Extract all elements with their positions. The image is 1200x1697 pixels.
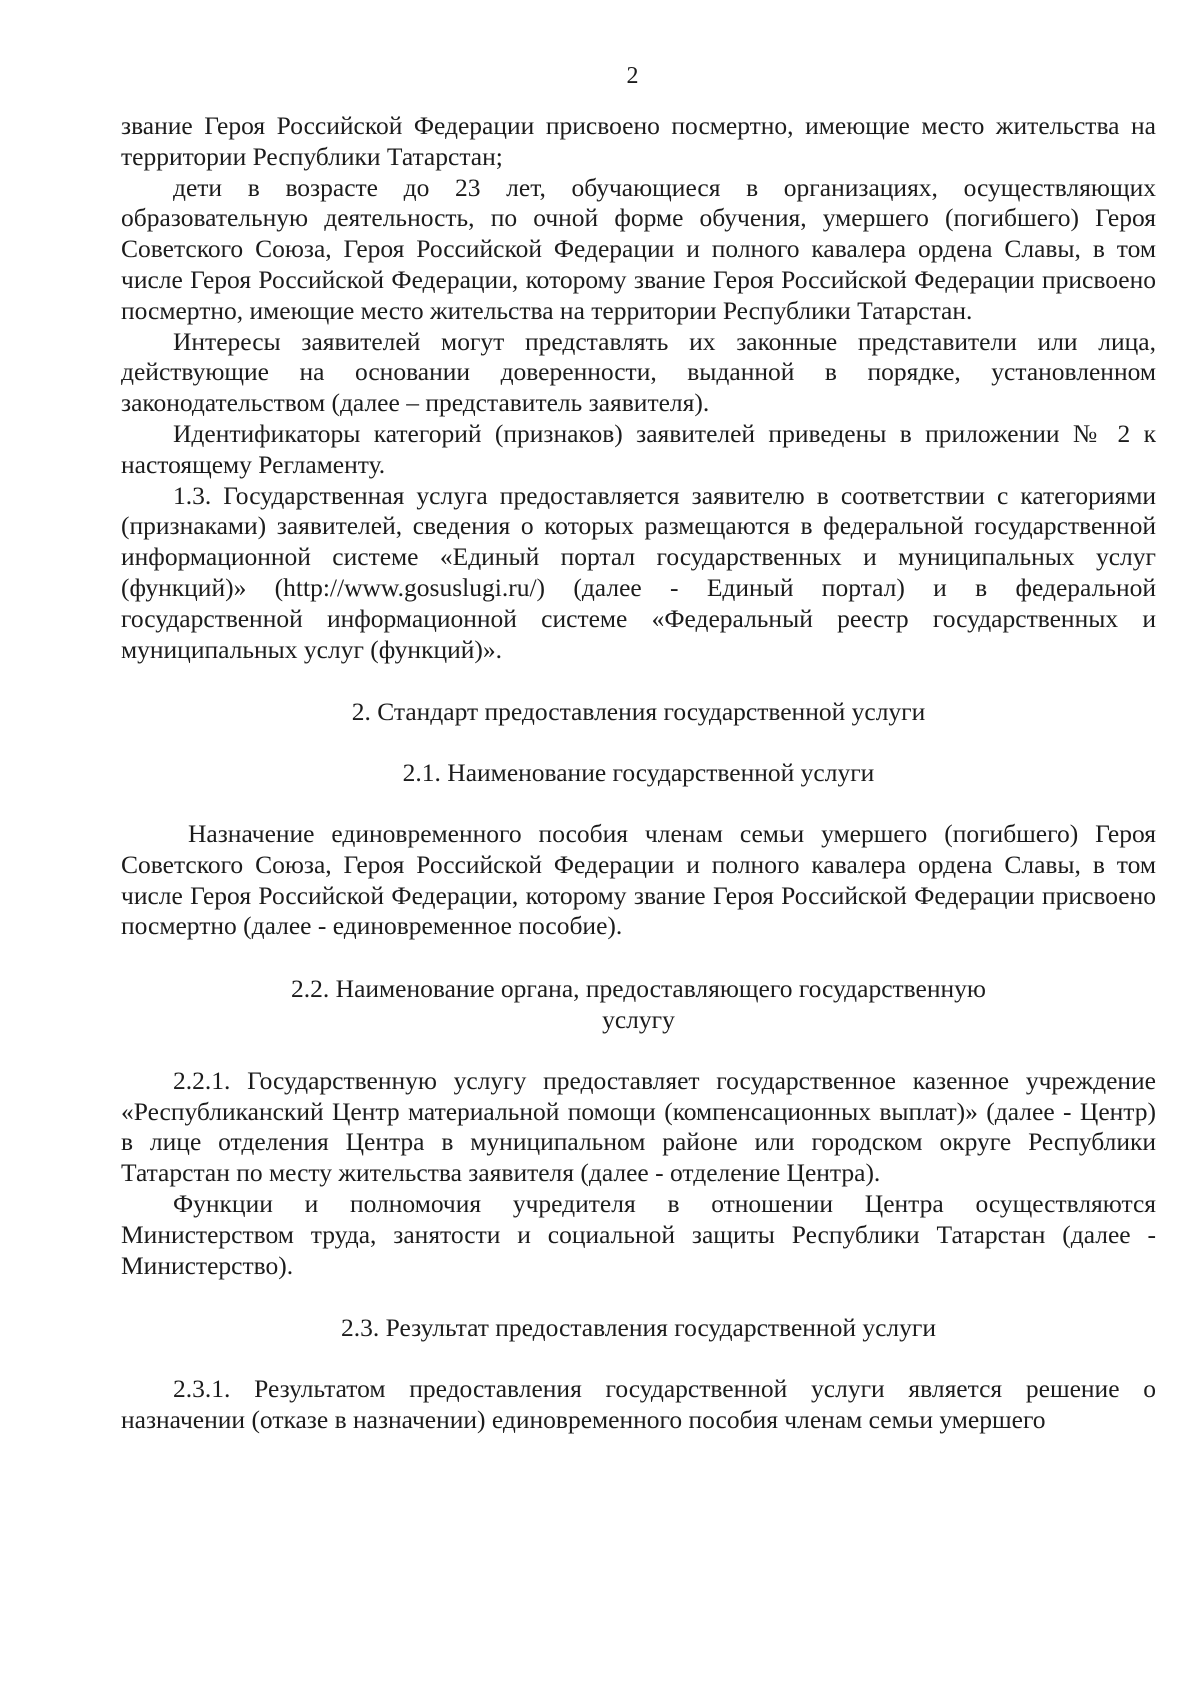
paragraph-children-eligibility: дети в возрасте до 23 лет, обучающиеся в организациях, осуществляющих образовательную деятельность, по очной форме обучения, умершего (погибшего) Героя Советского Союза, Героя Российской Федерации и полного кавалера ордена Славы, в том числе Героя Российской Федерации, которому звание Героя Российской Федерации присвоено посмертно, имеющие место жительства на территории Республики Татарстан.	[121, 172, 1156, 325]
paragraph-representatives: Интересы заявителей могут представлять их законные представители или лица, действующие на основании доверенности, выданной в порядке, установленном законодательством (далее – представитель заявителя).	[121, 326, 1156, 418]
paragraph-2-3-1: 2.3.1. Результатом предоставления государственной услуги является решение о назначении (отказе в назначении) единовременного пособия членам семьи умершего	[121, 1374, 1156, 1434]
heading-2-3: 2.3. Результат предоставления государственной услуги	[340, 1313, 937, 1343]
heading-2-2-line1: 2.2. Наименование органа, предоставляющего государственную	[291, 974, 986, 1004]
page-number: 2	[626, 63, 639, 89]
document-body	[121, 111, 1156, 1436]
paragraph-continuation: звание Героя Российской Федерации присвоено посмертно, имеющие место жительства на территории Республики Татарстан;	[121, 111, 1156, 171]
paragraph-1-3: 1.3. Государственная услуга предоставляется заявителю в соответствии с категориями (признаками) заявителей, сведения о которых размещаются в федеральной государственной информационной системе «Единый портал государственных и муниципальных услуг (функций)» (http://www.gosuslugi.ru/) (далее - Единый портал) и в федеральной государственной информационной системе «Федеральный реестр государственных и муниципальных услуг (функций)».	[121, 480, 1156, 664]
paragraph-founder-functions: Функции и полномочия учредителя в отношении Центра осуществляются Министерством труда, занятости и социальной защиты Республики Татарстан (далее - Министерство).	[121, 1188, 1156, 1280]
heading-section-2: 2. Стандарт предоставления государственной услуги	[351, 697, 926, 727]
paragraph-identifiers: Идентификаторы категорий (признаков) заявителей приведены в приложении № 2 к настоящему Регламенту.	[121, 418, 1156, 479]
heading-2-2-line2: услугу	[602, 1004, 675, 1034]
heading-2-2	[121, 974, 1156, 1036]
paragraph-service-name: Назначение единовременного пособия членам семьи умершего (погибшего) Героя Советского Союза, Героя Российской Федерации и полного кавалера ордена Славы, в том числе Героя Российской Федерации, которому звание Героя Российской Федерации присвоено посмертно (далее - единовременное пособие).	[121, 818, 1156, 941]
paragraph-2-2-1: 2.2.1. Государственную услугу предоставляет государственное казенное учреждение «Республиканский Центр материальной помощи (компенсационных выплат)» (далее - Центр) в лице отделения Центра в муниципальном районе или городском округе Республики Татарстан по месту жительства заявителя (далее - отделение Центра).	[121, 1065, 1156, 1188]
heading-2-1: 2.1. Наименование государственной услуги	[402, 758, 875, 788]
